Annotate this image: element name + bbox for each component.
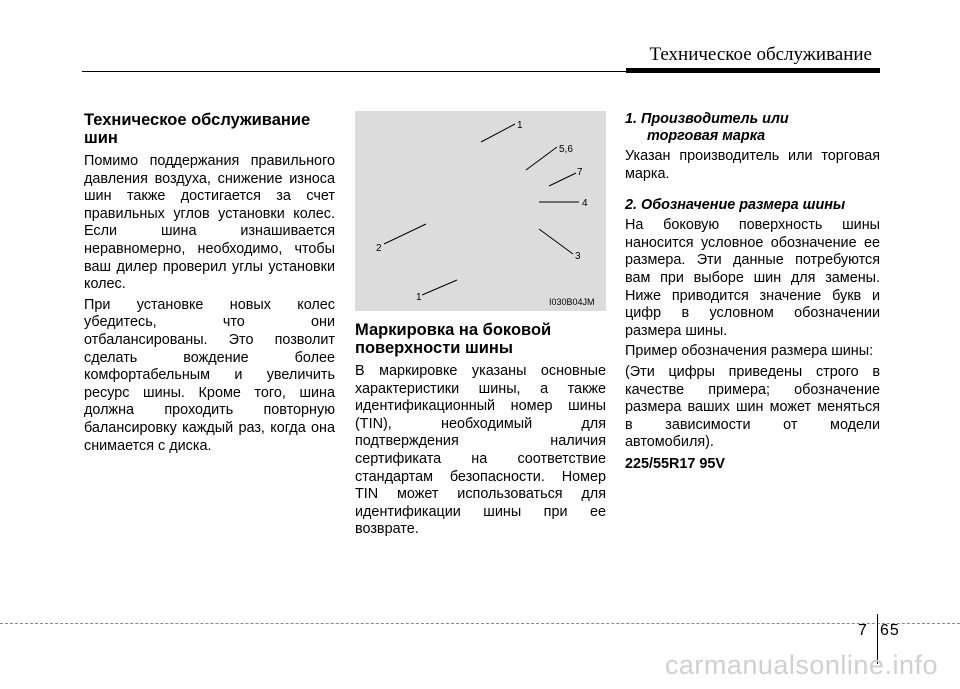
subheading-tire-size: 2. Обозначение размера шины [625,197,846,214]
leader-line-56 [526,147,557,170]
column-1 [84,111,335,458]
section-heading-sidewall-marking: Маркировка на боковой поверхности шины [355,321,552,357]
figure-label-1-bottom: 1 [416,292,422,303]
leader-line-1-top [481,124,515,142]
figure-code: I030B04JM [549,297,595,307]
paragraph-size-example-note: (Эти цифры приведены строго в качестве примера; обозначение размера ваших шин может меняться в зависимости от модели автомобиля). [625,363,880,451]
running-header: Техническое обслуживание [649,44,872,65]
subheading-manufacturer-line1: 1. Производитель или [625,111,789,127]
figure-label-4: 4 [582,198,588,209]
chapter-number: 7 [858,622,868,639]
leader-line-1-bottom [422,280,457,295]
figure-label-7: 7 [577,167,583,178]
subheading-manufacturer [625,111,880,145]
footer-dashed-line [0,623,960,624]
section-heading-tire-maintenance: Техническое обслуживание шин [84,111,311,147]
paragraph-tire-size: На боковую поверхность шины наносится условное обозначение ее размера. Эти данные потребуются вам при выборе шин для замены. Ниже приводится значение букв и цифр в условном обозначении размера шины. [625,217,880,339]
watermark: carmanualsonline.info [664,650,938,680]
leader-line-3 [539,229,573,254]
figure-leaders [355,111,606,311]
paragraph-manufacturer: Указан производитель или торговая марка. [625,148,880,182]
leader-line-2 [384,224,426,244]
figure-label-2: 2 [376,243,382,254]
figure-label-1-top: 1 [517,120,523,131]
column-2 [355,111,606,542]
column-3 [625,111,880,474]
tire-size-example: 225/55R17 95V [625,455,726,472]
tire-sidewall-figure [355,111,606,311]
subheading-manufacturer-line2: торговая марка [647,128,766,144]
figure-label-56: 5,6 [559,144,573,155]
paragraph-alignment: Помимо поддержания правильного давления воздуха, снижение износа шин также достигается за счет правильных углов установки колес. Если шина изнашивается неравномерно, необходимо, чтобы ваш дилер проверил углы установки колес. [84,153,335,293]
leader-line-7 [549,173,576,186]
paragraph-size-example-intro: Пример обозначения размера шины: [625,343,874,360]
paragraph-balancing: При установке новых колес убедитесь, что они отбалансированы. Это позволит сделать вождение более комфортабельным и увеличить ресурс шины. Кроме того, шина должна проходить повторную балансировку каждый раз, когда она снимается с диска. [84,296,335,454]
figure-label-3: 3 [575,251,581,262]
paragraph-sidewall-marking: В маркировке указаны основные характеристики шины, а также идентификационный номер шины (TIN), необходимый для подтверждения наличия сертификата на соответствие стандартам безопасности. Номер TIN может использоваться для идентификации шины при ее возврате. [355,363,606,538]
header-rule-accent [626,68,880,73]
page-number-value: 65 [880,622,900,639]
